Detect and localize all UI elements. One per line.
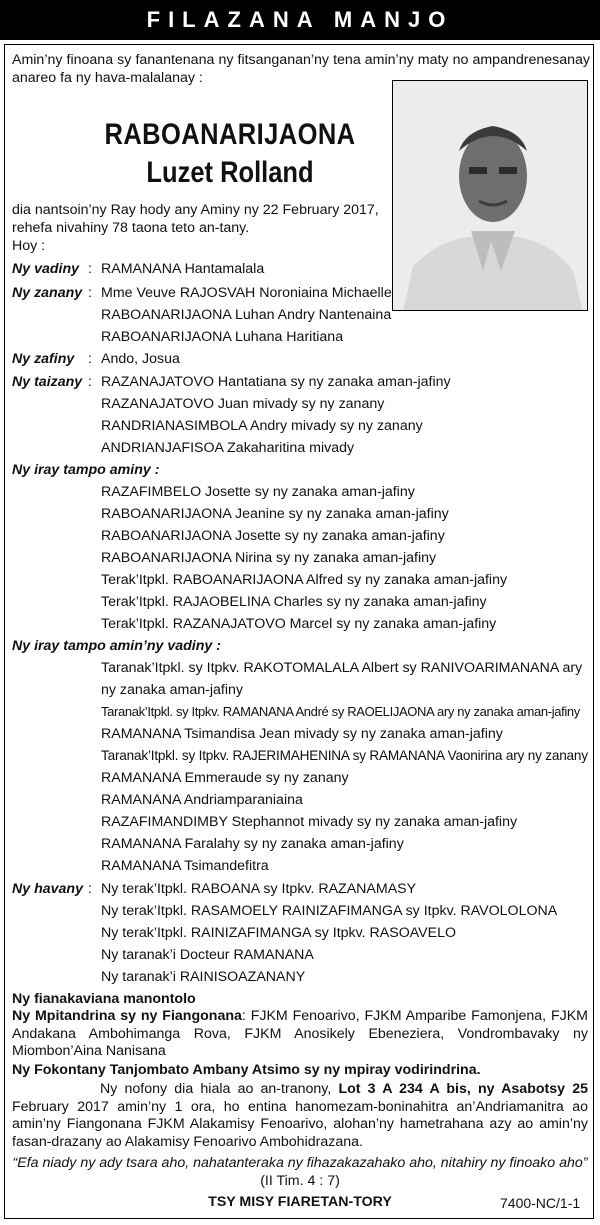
age-line: rehefa nivahiny 78 taona teto an-tany. bbox=[12, 220, 250, 236]
vadiny-item: RAMANANA Hantamalala bbox=[101, 261, 265, 277]
tampo-item: RABOANARIJAONA Nirina sy ny zanaka aman-jafiny bbox=[101, 550, 437, 566]
death-date-line: dia nantsoin’ny Ray hody any Aminy ny 22 February 2017, bbox=[12, 202, 379, 218]
bible-quote: “Efa niady ny ady tsara aho, nahatanteraka ny fihazakazahako aho, nitahiry ny finoako aho” bbox=[12, 1155, 588, 1171]
taizany-item: RAZANAJATOVO Juan mivady sy ny zanany bbox=[101, 396, 385, 412]
tampo-vadiny-item: RAMANANA Tsimandisa Jean mivady sy ny zanaka aman-jafiny bbox=[101, 726, 503, 742]
tampo-vadiny-item: Taranak’Itpkl. sy Itpkv. RAKOTOMALALA Albert sy RANIVOARIMANANA ary bbox=[101, 660, 583, 676]
tampo-vadiny-item: RAMANANA Emmeraude sy ny zanany bbox=[101, 770, 349, 786]
colon: : bbox=[88, 881, 92, 897]
zanany-item: Mme Veuve RAJOSVAH Noroniaina Michaelle bbox=[101, 285, 392, 301]
taizany-label: Ny taizany bbox=[12, 374, 83, 390]
notice-code: 7400-NC/1-1 bbox=[500, 1195, 581, 1211]
tampo-vadiny-item: RAZAFIMANDIMBY Stephannot mivady sy ny zanaka aman-jafiny bbox=[101, 814, 518, 830]
havany-label: Ny havany bbox=[12, 881, 83, 897]
tampo-item: RABOANARIJAONA Jeanine sy ny zanaka aman-jafiny bbox=[101, 506, 449, 522]
deceased-photo bbox=[392, 80, 588, 311]
mpitandrina-label: Ny Mpitandrina sy ny Fiangonana bbox=[12, 1008, 242, 1024]
bible-reference: (II Tim. 4 : 7) bbox=[260, 1173, 340, 1189]
hoy-label: Hoy : bbox=[12, 238, 46, 254]
taizany-item: ANDRIANJAFISOA Zakaharitina mivady bbox=[101, 440, 355, 456]
fokontany-line: Ny Fokontany Tanjombato Ambany Atsimo sy ny mpiray vodirindrina. bbox=[12, 1062, 481, 1078]
mpitandrina-paragraph bbox=[12, 1008, 588, 1061]
fianakaviana-line: Ny fianakaviana manontolo bbox=[12, 991, 196, 1007]
havany-item: Ny terak’Itpkl. RAINIZAFIMANGA sy Itpkv. RASOAVELO bbox=[101, 925, 457, 941]
taizany-item: RANDRIANASIMBOLA Andry mivady sy ny zanany bbox=[101, 418, 423, 434]
colon: : bbox=[88, 285, 92, 301]
deceased-surname: RABOANARIJAONA bbox=[104, 118, 356, 151]
tampo-label: Ny iray tampo aminy : bbox=[12, 462, 160, 478]
burial-text-2: February 2017 amin’ny 1 ora, ho entina hanomezam-boninahitra an’Andriamanitra ao amin’ny Fiangonana FJKM Alakamisy Fenoarivo, alohan’ny hametrahana azy ao amin’ny fasan-drazany ao Alakamisy Fenoarivo Ambohidrazana. bbox=[12, 1098, 588, 1150]
portrait-image bbox=[393, 81, 588, 311]
tampo-item: Terak’Itpkl. RAZANAJATOVO Marcel sy ny zanaka aman-jafiny bbox=[101, 616, 497, 632]
intro-text: Amin’ny finoana sy fanantenana ny fitsanganan’ny tena amin’ny maty no ampandrenesanay anareo fa ny hava-malalanay : bbox=[12, 52, 590, 86]
burial-paragraph bbox=[12, 1081, 588, 1151]
tampo-vadiny-item: RAMANANA Tsimandefitra bbox=[101, 858, 269, 874]
havany-item: Ny taranak’i RAINISOAZANANY bbox=[101, 969, 306, 985]
tampo-vadiny-item: RAMANANA Faralahy sy ny zanaka aman-jafiny bbox=[101, 836, 404, 852]
burial-address: Lot 3 A 234 A bis, ny Asabotsy 25 bbox=[338, 1081, 588, 1097]
tampo-vadiny-item: Taranak’Itpkl. sy Itpkv. RAMANANA André sy RAOELIJAONA ary ny zanaka aman-jafiny bbox=[101, 704, 580, 719]
havany-item: Ny taranak’i Docteur RAMANANA bbox=[101, 947, 314, 963]
mpitandrina-text: : FJKM Fenoarivo, FJKM Amparibe Famonjena, FJKM Andakana Ambohimanga Rova, FJKM Anosikely Ebeneziera, Vondrombavaky ny Miombon’Aina Nanisana bbox=[12, 1008, 588, 1059]
tampo-item: Terak’Itpkl. RAJAOBELINA Charles sy ny zanaka aman-jafiny bbox=[101, 594, 487, 610]
zanany-item: RABOANARIJAONA Luhan Andry Nantenaina bbox=[101, 307, 392, 323]
burial-text-1: Ny nofony dia hiala ao an-tranony, bbox=[100, 1081, 332, 1097]
deceased-given-names: Luzet Rolland bbox=[146, 156, 314, 189]
zafiny-label: Ny zafiny bbox=[12, 351, 75, 367]
colon: : bbox=[88, 374, 92, 390]
notice-header: FILAZANA MANJO bbox=[0, 0, 600, 40]
tampo-item: RAZAFIMBELO Josette sy ny zanaka aman-jafiny bbox=[101, 484, 415, 500]
zafiny-item: Ando, Josua bbox=[101, 351, 180, 367]
taizany-item: RAZANAJATOVO Hantatiana sy ny zanaka aman-jafiny bbox=[101, 374, 451, 390]
tampo-vadiny-label: Ny iray tampo amin’ny vadiny : bbox=[12, 638, 221, 654]
colon: : bbox=[88, 261, 92, 277]
closing-line: TSY MISY FIARETAN-TORY bbox=[208, 1194, 392, 1210]
tampo-vadiny-item: RAMANANA Andriamparaniaina bbox=[101, 792, 303, 808]
tampo-vadiny-item: Taranak’Itpkl. sy Itpkv. RAJERIMAHENINA sy RAMANANA Vaonirina ary ny zanany bbox=[101, 748, 588, 763]
tampo-item: RABOANARIJAONA Josette sy ny zanaka aman-jafiny bbox=[101, 528, 445, 544]
vadiny-label: Ny vadiny bbox=[12, 261, 80, 277]
zanany-label: Ny zanany bbox=[12, 285, 83, 301]
tampo-vadiny-item: ny zanaka aman-jafiny bbox=[101, 682, 243, 698]
havany-item: Ny terak’Itpkl. RASAMOELY RAINIZAFIMANGA sy Itpkv. RAVOLOLONA bbox=[101, 903, 558, 919]
tampo-item: Terak’Itpkl. RABOANARIJAONA Alfred sy ny zanaka aman-jafiny bbox=[101, 572, 508, 588]
colon: : bbox=[88, 351, 92, 367]
zanany-item: RABOANARIJAONA Luhana Haritiana bbox=[101, 329, 344, 345]
havany-item: Ny terak’Itpkl. RABOANA sy Itpkv. RAZANAMASY bbox=[101, 881, 417, 897]
